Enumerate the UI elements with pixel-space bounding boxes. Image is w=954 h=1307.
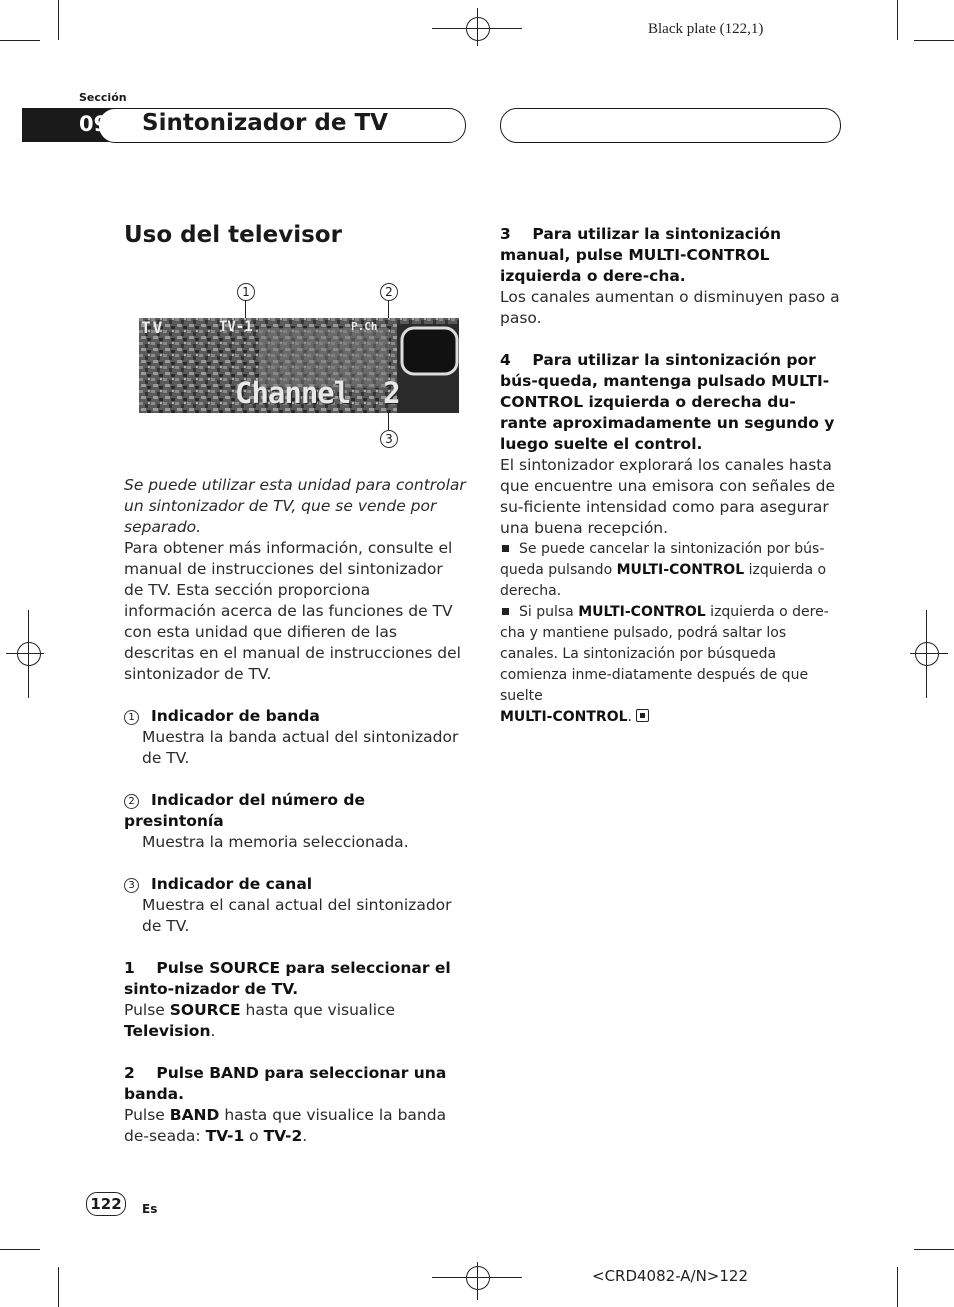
registration-mark	[466, 17, 490, 41]
channel-indicator: Channel 2	[235, 376, 400, 410]
step-3-text: Los canales aumentan o disminuyen paso a paso.	[500, 288, 840, 327]
page-heading: Uso del televisor	[124, 222, 342, 248]
callout-1: 1	[237, 283, 255, 301]
item-title: Indicador de canal	[151, 875, 313, 893]
item-number: 2	[124, 794, 139, 809]
plate-label: Black plate (122,1)	[648, 21, 764, 37]
step-2-title: 2 Pulse BAND para seleccionar una banda.	[124, 1064, 452, 1103]
language-label: Es	[142, 1202, 158, 1216]
bullet-icon	[502, 545, 509, 552]
bullet-icon	[502, 608, 509, 615]
preset-indicator: TV-1	[219, 319, 253, 335]
band-indicator: TV	[141, 318, 165, 337]
step-1-title: 1 Pulse SOURCE para seleccionar el sinto-nizador de TV.	[124, 959, 457, 998]
note-1: Se puede cancelar la sintonización por bús-queda pulsando MULTI-CONTROL izquierda o derecha.	[500, 541, 827, 599]
note-2: Si pulsa MULTI-CONTROL izquierda o dere-cha y mantiene pulsado, podrá saltar los canales. La sintonización por búsqueda comienza inme-diatamente después de que suelte MULTI-CONTROL.	[500, 604, 829, 725]
item-number: 3	[124, 878, 139, 893]
page-number: 122	[86, 1192, 126, 1216]
section-number: 09	[79, 112, 109, 136]
crop-mark	[914, 1249, 954, 1250]
intro-italic: Se puede utilizar esta unidad para controlar un sintonizador de TV, que se vende por separado.	[124, 476, 466, 536]
item-number: 1	[124, 710, 139, 725]
item-desc: Muestra la banda actual del sintonizador de TV.	[142, 728, 459, 767]
registration-mark	[17, 642, 41, 666]
section-title: Sintonizador de TV	[142, 110, 388, 136]
document-code: <CRD4082-A/N>122	[592, 1267, 749, 1285]
item-desc: Muestra la memoria seleccionada.	[142, 833, 409, 851]
crop-mark	[58, 1267, 59, 1307]
step-1-text: Pulse SOURCE hasta que visualice Television.	[124, 1001, 396, 1040]
callout-3: 3	[380, 430, 398, 448]
step-4-text: El sintonizador explorará los canales hasta que encuentre una emisora con señales de su-ficiente intensidad como para asegurar una buena recepción.	[500, 456, 836, 537]
registration-mark	[466, 1266, 490, 1290]
crop-mark	[897, 1267, 898, 1307]
step-2-text: Pulse BAND hasta que visualice la banda de-seada: TV-1 o TV-2.	[124, 1106, 447, 1145]
item-title: Indicador del número de presintonía	[124, 791, 365, 830]
step-4-title: 4 Para utilizar la sintonización por bús-queda, mantenga pulsado MULTI-CONTROL izquierda o derecha du-rante aproximadamente un segundo y luego suelte el control.	[500, 351, 840, 453]
end-mark-icon	[636, 709, 649, 722]
section-empty-box	[500, 108, 841, 143]
crop-mark	[897, 0, 898, 40]
crop-mark	[914, 40, 954, 41]
tv-display-image	[139, 318, 459, 413]
left-column	[124, 475, 466, 1147]
item-title: Indicador de banda	[151, 707, 320, 725]
section-label: Sección	[79, 91, 127, 104]
pch-indicator: P.Ch	[351, 320, 378, 333]
item-desc: Muestra el canal actual del sintonizador de TV.	[142, 896, 452, 935]
crop-mark	[0, 1249, 40, 1250]
crop-mark	[0, 40, 40, 41]
right-column	[500, 224, 842, 728]
callout-2: 2	[380, 283, 398, 301]
intro-text: Para obtener más información, consulte el manual de instrucciones del sintonizador de TV. Esta sección proporciona información acerca de las funciones de TV con esta unidad que difieren de las descritas en el manual de instrucciones del sintonizador de TV.	[124, 539, 461, 683]
registration-mark	[915, 642, 939, 666]
step-3-title: 3 Para utilizar la sintonización manual, pulse MULTI-CONTROL izquierda o dere-cha.	[500, 225, 787, 285]
crop-mark	[58, 0, 59, 40]
